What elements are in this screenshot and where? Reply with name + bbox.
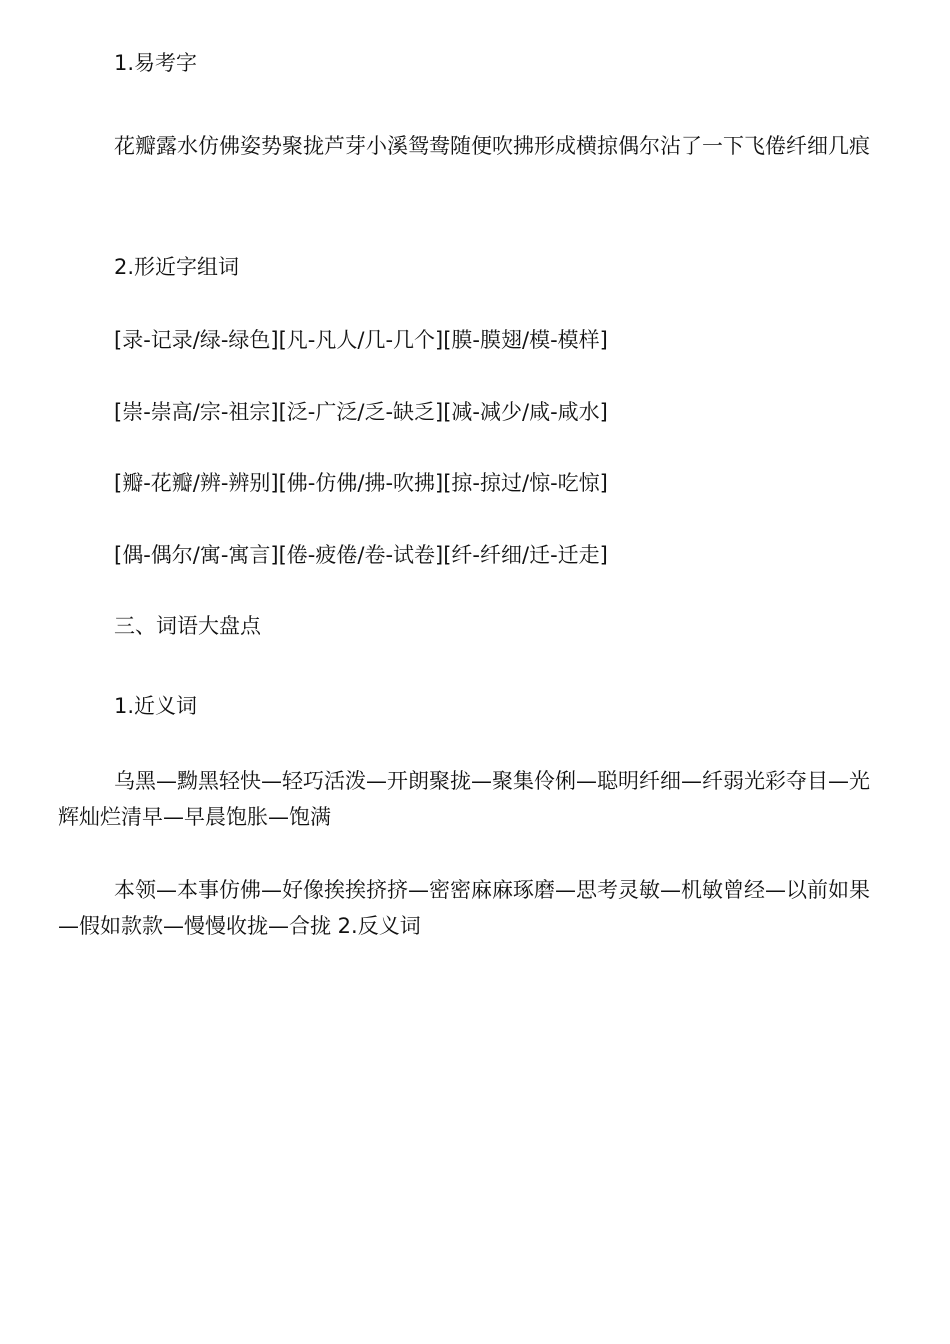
similar-characters-line-1: [录-记录/绿-绿色][凡-凡人/几-几个][膜-膜翅/模-模样] <box>114 328 608 352</box>
similar-characters-line-2: [崇-崇高/宗-祖宗][泛-广泛/乏-缺乏][减-减少/咸-咸水] <box>114 400 608 424</box>
synonyms-list-2: 本领—本事仿佛—好像挨挨挤挤—密密麻麻琢磨—思考灵敏—机敏曾经—以前如果—假如款款—慢慢收拢—合拢 2.反义词 <box>58 878 870 938</box>
similar-characters-line-3: [瓣-花瓣/辨-辨别][佛-仿佛/拂-吹拂][掠-掠过/惊-吃惊] <box>114 471 608 495</box>
synonyms-list-1: 乌黑—黝黑轻快—轻巧活泼—开朗聚拢—聚集伶俐—聪明纤细—纤弱光彩夺目—光辉灿烂清早—早晨饱胀—饱满 <box>58 769 870 829</box>
section-heading-vocabulary: 三、词语大盘点 <box>114 614 261 638</box>
easy-characters-list: 花瓣露水仿佛姿势聚拢芦芽小溪鸳鸯随便吹拂形成横掠偶尔沾了一下飞倦纤细几痕 <box>114 134 870 158</box>
heading-easy-characters: 1.易考字 <box>114 51 198 75</box>
heading-synonyms: 1.近义词 <box>114 694 198 718</box>
heading-similar-characters: 2.形近字组词 <box>114 255 240 279</box>
similar-characters-line-4: [偶-偶尔/寓-寓言][倦-疲倦/卷-试卷][纤-纤细/迁-迁走] <box>114 543 608 567</box>
